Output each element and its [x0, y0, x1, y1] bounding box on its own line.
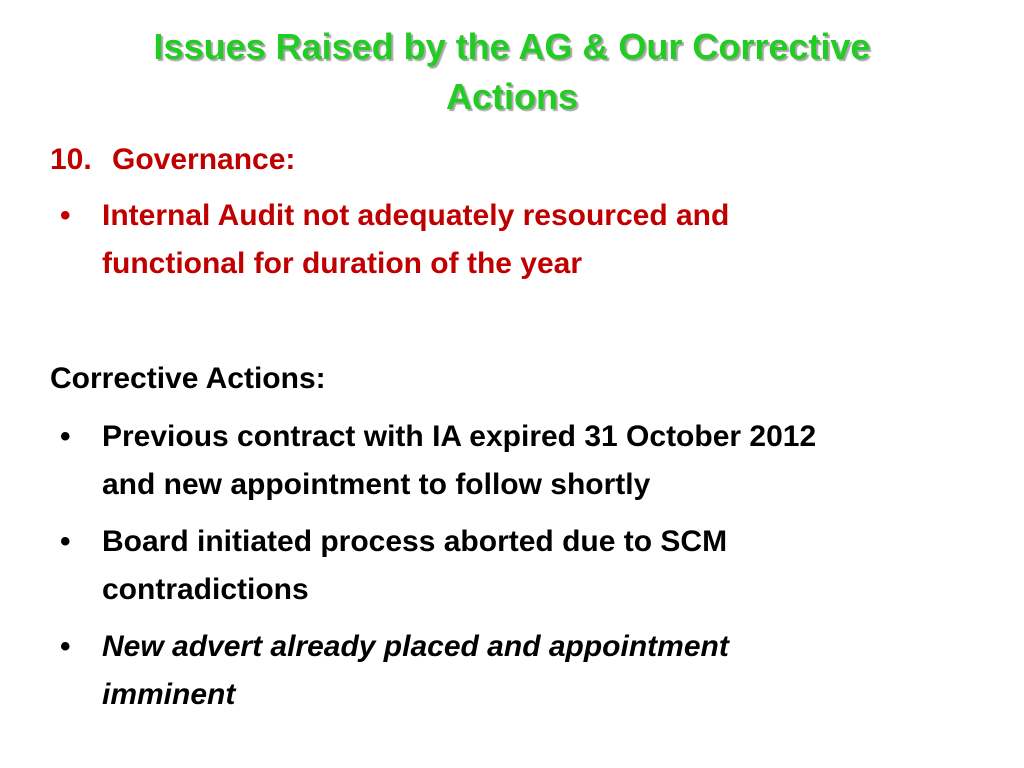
bullet-icon: •	[60, 525, 71, 558]
list-item-line: New advert already placed and appointment	[102, 630, 729, 663]
bullet-icon: •	[60, 630, 71, 663]
list-item-line: Internal Audit not adequately resourced and	[102, 199, 730, 232]
section-heading-text: Governance:	[112, 143, 296, 176]
governance-heading	[50, 136, 295, 184]
list-item	[50, 192, 980, 288]
bullet-icon: •	[60, 199, 71, 232]
corrective-actions-heading: Corrective Actions:	[50, 362, 326, 395]
list-item	[50, 518, 980, 614]
list-item-line: contradictions	[102, 573, 309, 606]
list-item	[50, 623, 980, 719]
section-number: 10.	[50, 143, 92, 176]
list-item-text	[102, 192, 980, 288]
list-item-text	[102, 413, 980, 509]
list-item-line: and new appointment to follow shortly	[102, 468, 651, 501]
slide-title-line-1: Issues Raised by the AG & Our Corrective	[153, 26, 871, 67]
list-item-line: imminent	[102, 678, 236, 711]
bullet-icon: •	[60, 420, 71, 453]
list-item-line: Previous contract with IA expired 31 October 2012	[102, 420, 817, 453]
list-item-line: functional for duration of the year	[102, 247, 583, 280]
corrective-actions-list	[50, 413, 980, 728]
list-item-text	[102, 518, 980, 614]
list-item-text	[102, 623, 980, 719]
slide-title-line-2: Actions	[445, 76, 578, 117]
issue-list	[50, 192, 980, 297]
list-item-line: Board initiated process aborted due to SCM	[102, 525, 728, 558]
list-item	[50, 413, 980, 509]
slide-title	[60, 22, 964, 122]
